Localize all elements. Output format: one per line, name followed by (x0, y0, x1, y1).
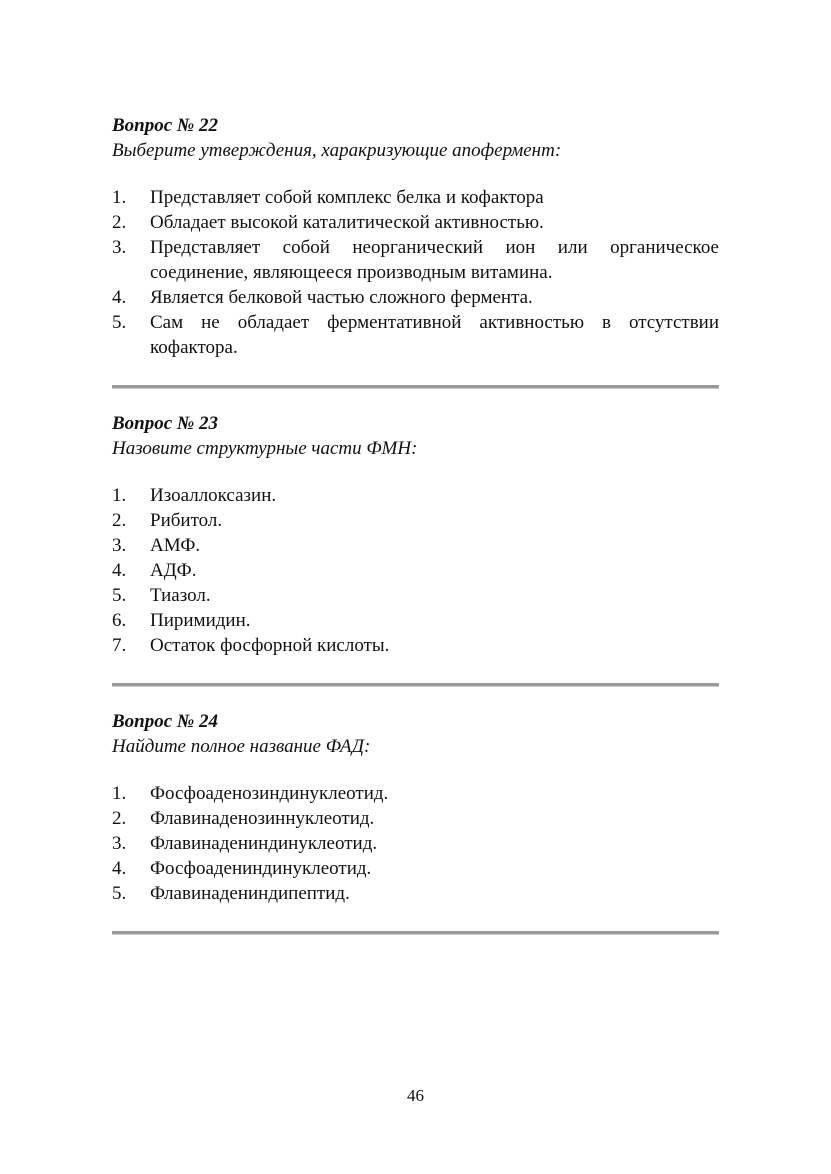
option-text: Тиазол. (150, 585, 211, 606)
answer-option (112, 806, 719, 831)
answer-option (112, 633, 719, 658)
option-number: 5. (112, 312, 127, 333)
question-title: Вопрос № 23 (112, 413, 219, 434)
answer-option (112, 533, 719, 558)
answer-options (112, 185, 719, 360)
answer-option (112, 483, 719, 508)
option-text: Флавинадениндипептид. (150, 883, 350, 904)
option-text: Изоаллоксазин. (150, 485, 277, 506)
section-divider (112, 385, 719, 389)
question-prompt: Назовите структурные части ФМН: (112, 438, 418, 459)
answer-option (112, 856, 719, 881)
answer-option (112, 583, 719, 608)
option-text: Представляет собой неорганический ион или органическое соединение, являющееся производным витамина. (150, 237, 719, 283)
option-number: 1. (112, 783, 127, 804)
option-text: Рибитол. (150, 510, 223, 531)
option-number: 7. (112, 635, 127, 656)
answer-option (112, 508, 719, 533)
question-title: Вопрос № 22 (112, 115, 219, 136)
option-number: 3. (112, 833, 127, 854)
section-divider (112, 931, 719, 935)
option-text: Фосфоаденозиндинуклеотид. (150, 783, 389, 804)
option-text: Представляет собой комплекс белка и кофактора (150, 187, 544, 208)
answer-option (112, 608, 719, 633)
answer-option (112, 185, 719, 210)
option-text: Сам не обладает ферментативной активностью в отсутствии кофактора. (150, 312, 719, 358)
option-text: Флавинаденозиннуклеотид. (150, 808, 375, 829)
answer-option (112, 831, 719, 856)
option-number: 4. (112, 287, 127, 308)
answer-option (112, 285, 719, 310)
question-prompt: Выберите утверждения, харакризующие апофермент: (112, 140, 562, 161)
option-text: Является белковой частью сложного фермента. (150, 287, 533, 308)
option-number: 4. (112, 858, 127, 879)
question-24 (112, 709, 719, 906)
page-number: 46 (407, 1086, 424, 1105)
option-number: 5. (112, 883, 127, 904)
answer-option (112, 781, 719, 806)
answer-options (112, 483, 719, 658)
option-number: 5. (112, 585, 127, 606)
option-number: 6. (112, 610, 127, 631)
option-text: Флавинадениндинуклеотид. (150, 833, 378, 854)
document-page (112, 113, 719, 957)
option-text: Обладает высокой каталитической активностью. (150, 212, 544, 233)
option-text: Пиримидин. (150, 610, 251, 631)
option-number: 2. (112, 808, 127, 829)
answer-options (112, 781, 719, 906)
answer-option (112, 235, 719, 285)
answer-option (112, 881, 719, 906)
option-text: Остаток фосфорной кислоты. (150, 635, 390, 656)
question-22 (112, 113, 719, 360)
option-number: 2. (112, 212, 127, 233)
section-divider (112, 683, 719, 687)
option-number: 2. (112, 510, 127, 531)
answer-option (112, 210, 719, 235)
option-number: 1. (112, 187, 127, 208)
question-title: Вопрос № 24 (112, 711, 219, 732)
option-text: АДФ. (150, 560, 197, 581)
option-number: 4. (112, 560, 127, 581)
option-number: 3. (112, 535, 127, 556)
option-text: АМФ. (150, 535, 201, 556)
question-23 (112, 411, 719, 658)
option-text: Фосфоадениндинуклеотид. (150, 858, 372, 879)
answer-option (112, 310, 719, 360)
answer-option (112, 558, 719, 583)
option-number: 3. (112, 237, 127, 258)
option-number: 1. (112, 485, 127, 506)
question-prompt: Найдите полное название ФАД: (112, 736, 371, 757)
